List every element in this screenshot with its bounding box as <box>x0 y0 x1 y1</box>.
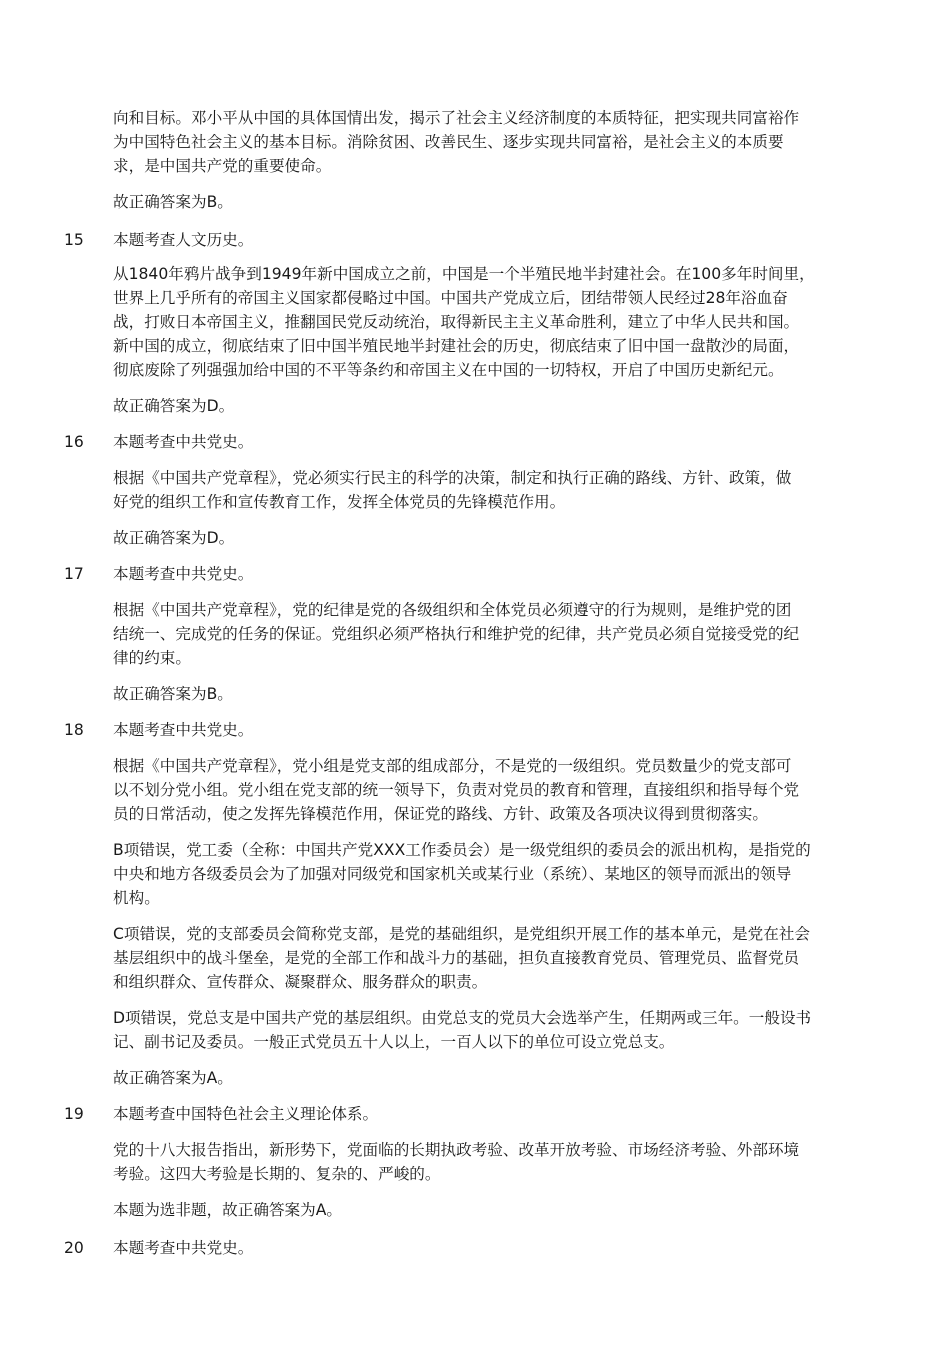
text-line: 战，打败日本帝国主义，推翻国民党反动统治，取得新民主主义革命胜利，建立了中华人民共和国。 <box>113 313 800 331</box>
q18-explanation <box>113 754 799 826</box>
text-line: 律的约束。 <box>113 649 191 667</box>
q14-explanation-continued <box>113 106 799 178</box>
text-line: 员的日常活动，使之发挥先锋模范作用，保证党的路线、方针、政策及各项决议得到贯彻落实。 <box>113 805 768 823</box>
text-line: 根据《中国共产党章程》，党小组是党支部的组成部分，不是党的一级组织。党员数量少的党支部可 <box>113 757 792 775</box>
text-line: 根据《中国共产党章程》，党必须实行民主的科学的决策，制定和执行正确的路线、方针、政策，做 <box>113 469 792 487</box>
q19-title: 本题考查中国特色社会主义理论体系。 <box>113 1105 379 1123</box>
q17-number: 17 <box>64 565 84 583</box>
text-line: 从1840年鸦片战争到1949年新中国成立之前，中国是一个半殖民地半封建社会。在100多年时间里， <box>113 265 815 283</box>
q16-title: 本题考查中共党史。 <box>113 433 254 451</box>
text-line: 基层组织中的战斗堡垒，是党的全部工作和战斗力的基础，担负直接教育党员、管理党员、监督党员 <box>113 949 800 967</box>
q19-answer: 本题为选非题，故正确答案为A。 <box>113 1201 342 1219</box>
text-line: 和组织群众、宣传群众、凝聚群众、服务群众的职责。 <box>113 973 488 991</box>
text-line: B项错误，党工委（全称：中国共产党XXX工作委员会）是一级党组织的委员会的派出机构，是指党的 <box>113 841 811 859</box>
text-line: 世界上几乎所有的帝国主义国家都侵略过中国。中国共产党成立后，团结带领人民经过28年浴血奋 <box>113 289 788 307</box>
text-line: D项错误，党总支是中国共产党的基层组织。由党总支的党员大会选举产生，任期两或三年。一般设书 <box>113 1009 812 1027</box>
text-line: 求，是中国共产党的重要使命。 <box>113 157 332 175</box>
q17-explanation <box>113 598 799 670</box>
text-line: C项错误，党的支部委员会简称党支部，是党的基础组织，是党组织开展工作的基本单元，是党在社会 <box>113 925 811 943</box>
text-line: 为中国特色社会主义的基本目标。消除贫困、改善民生、逐步实现共同富裕，是社会主义的本质要 <box>113 133 784 151</box>
text-line: 彻底废除了列强强加给中国的不平等条约和帝国主义在中国的一切特权，开启了中国历史新纪元。 <box>113 361 784 379</box>
q19-number: 19 <box>64 1105 84 1123</box>
q19-explanation <box>113 1138 799 1186</box>
q16-answer: 故正确答案为D。 <box>113 529 235 547</box>
q15-answer: 故正确答案为D。 <box>113 397 235 415</box>
text-line: 党的十八大报告指出，新形势下，党面临的长期执政考验、改革开放考验、市场经济考验、外部环境 <box>113 1141 800 1159</box>
q20-title: 本题考查中共党史。 <box>113 1239 254 1257</box>
q14-answer: 故正确答案为B。 <box>113 193 233 211</box>
text-line: 考验。这四大考验是长期的、复杂的、严峻的。 <box>113 1165 441 1183</box>
text-line: 向和目标。邓小平从中国的具体国情出发，揭示了社会主义经济制度的本质特征，把实现共同富裕作 <box>113 109 800 127</box>
text-line: 中央和地方各级委员会为了加强对同级党和国家机关或某行业（系统）、某地区的领导而派出的领导 <box>113 865 792 883</box>
q18-option-d <box>113 1006 811 1054</box>
text-line: 以不划分党小组。党小组在党支部的统一领导下，负责对党员的教育和管理，直接组织和指导每个党 <box>113 781 800 799</box>
text-line: 记、副书记及委员。一般正式党员五十人以上，一百人以下的单位可设立党总支。 <box>113 1033 675 1051</box>
q18-option-c <box>113 922 810 994</box>
q18-number: 18 <box>64 721 84 739</box>
q17-title: 本题考查中共党史。 <box>113 565 254 583</box>
q18-option-b <box>113 838 811 910</box>
text-line: 根据《中国共产党章程》，党的纪律是党的各级组织和全体党员必须遵守的行为规则，是维护党的团 <box>113 601 792 619</box>
q15-number: 15 <box>64 231 84 249</box>
text-line: 新中国的成立，彻底结束了旧中国半殖民地半封建社会的历史，彻底结束了旧中国一盘散沙的局面， <box>113 337 800 355</box>
text-line: 机构。 <box>113 889 160 907</box>
q15-explanation <box>113 262 815 382</box>
text-line: 结统一、完成党的任务的保证。党组织必须严格执行和维护党的纪律，共产党员必须自觉接受党的纪 <box>113 625 800 643</box>
q18-answer: 故正确答案为A。 <box>113 1069 233 1087</box>
q16-number: 16 <box>64 433 84 451</box>
q18-title: 本题考查中共党史。 <box>113 721 254 739</box>
q15-title: 本题考查人文历史。 <box>113 231 254 249</box>
q17-answer: 故正确答案为B。 <box>113 685 233 703</box>
q16-explanation <box>113 466 791 514</box>
text-line: 好党的组织工作和宣传教育工作，发挥全体党员的先锋模范作用。 <box>113 493 566 511</box>
q20-number: 20 <box>64 1239 84 1257</box>
